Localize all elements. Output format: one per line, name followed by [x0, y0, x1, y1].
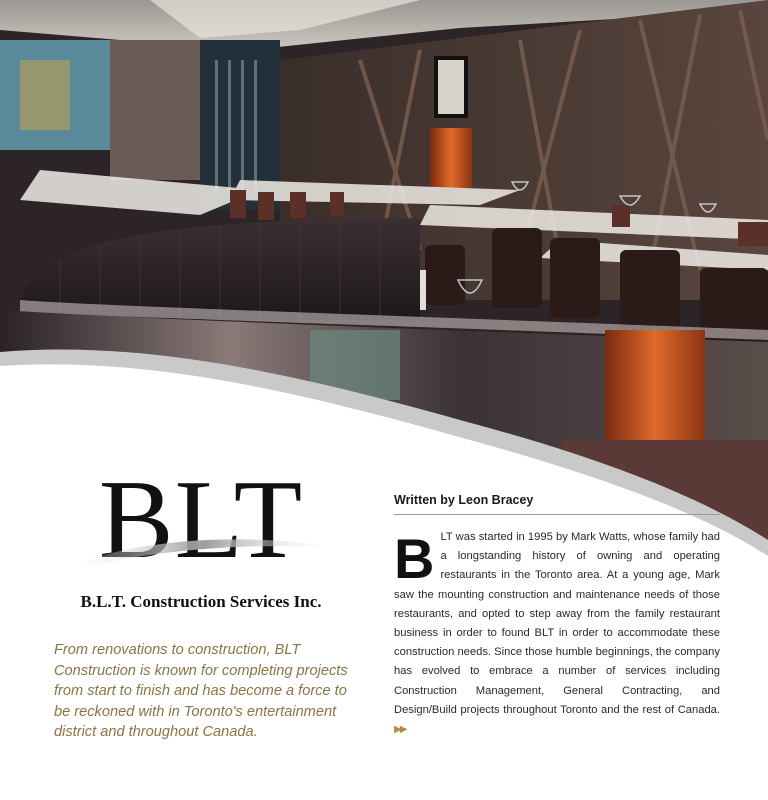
drop-cap: B: [394, 527, 435, 590]
company-name: B.L.T. Construction Services Inc.: [80, 592, 322, 611]
byline-divider: [394, 514, 720, 515]
tagline: From renovations to construction, BLT Construction is known for completing projects from start to finish and has become a force to be reckoned with in Toronto's entertainment district and throughout Canada.: [54, 642, 348, 740]
byline: Written by Leon Bracey: [394, 493, 534, 507]
blt-logo: [56, 458, 346, 618]
logo-swoosh: [56, 518, 346, 578]
double-arrow-right-icon: ▶▶: [394, 724, 406, 736]
article-text: LT was started in 1995 by Mark Watts, whose family had a longstanding history of owning and operating restaurants in the Toronto area. At a young age, Mark saw the mounting construction and maintenance needs of those restaurants, and opted to step away from the family restaurant business in order to found BLT in order to accommodate these construction needs. Since those humble beginnings, the company has evolved to embrace a number of services including Construction Management, General Contracting, and Design/Build projects throughout Toronto and the rest of Canada.: [394, 531, 720, 716]
logo-letters: BLT: [98, 458, 304, 582]
article-body: [394, 528, 720, 739]
